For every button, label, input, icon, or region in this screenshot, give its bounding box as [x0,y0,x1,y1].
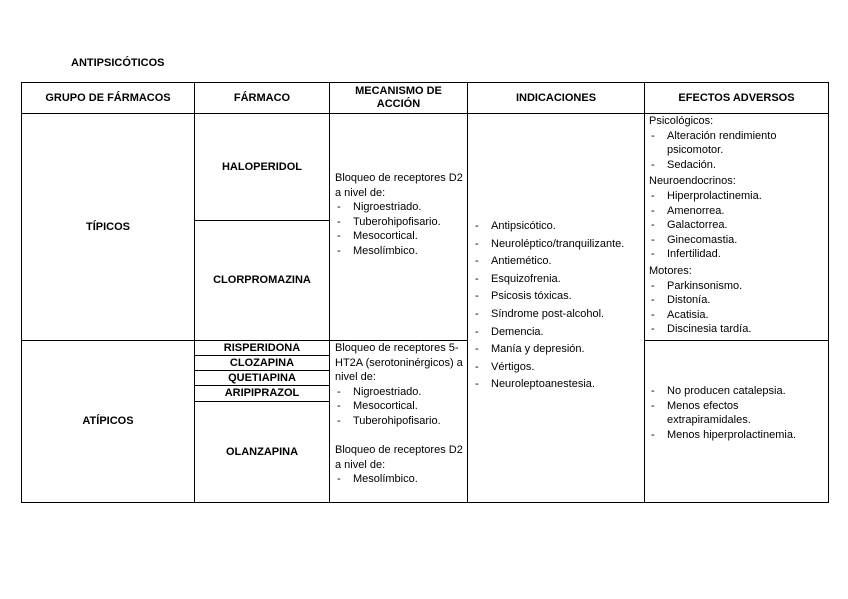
mechanism-atypical-intro-2: Bloqueo de receptores D2 a nivel de: [335,444,463,471]
adverse-atypical [644,340,829,503]
mechanism-atypical-list-1 [335,385,463,429]
mechanism-typical-intro: Bloqueo de receptores D2 a nivel de: [335,172,463,199]
mechanism-atypical-list-2 [335,472,463,487]
indications-list [473,218,642,394]
list-item: - Galactorrea. [649,218,824,233]
header-indications: INDICACIONES [467,82,645,114]
list-item: - Neuroléptico/tranquilizante. [473,236,642,254]
list-item: - Menos hiperprolactinemia. [649,428,824,443]
adverse-heading-motor: Motores: [649,264,692,277]
list-item: - Mesolímbico. [335,472,463,487]
drug-haloperidol: HALOPERIDOL [194,113,330,221]
list-item: - Vértigos. [473,359,642,377]
header-drug: FÁRMACO [194,82,330,114]
adverse-heading-psychological: Psicológicos: [649,115,714,127]
mechanism-typical-list [335,200,463,258]
list-item: - Tuberohipofisario. [335,414,463,429]
adverse-list-motor [649,279,824,337]
list-item: - Hiperprolactinemia. [649,189,824,204]
list-item: - Síndrome post-alcohol. [473,306,642,324]
list-item: - Ginecomastia. [649,233,824,248]
drug-risperidona: RISPERIDONA [194,340,330,356]
list-item: - Infertilidad. [649,247,824,262]
header-group: GRUPO DE FÁRMACOS [21,82,195,114]
list-item: - Parkinsonismo. [649,279,824,294]
drug-clorpromazina: CLORPROMAZINA [194,220,330,341]
list-item: - Manía y depresión. [473,341,642,359]
list-item: - Tuberohipofisario. [335,215,463,230]
drug-aripiprazol: ARIPIPRAZOL [194,385,330,402]
adverse-heading-neuroendocrine: Neuroendocrinos: [649,175,736,188]
list-item: - Antiemético. [473,253,642,271]
list-item: - Alteración rendimiento psicomotor. [649,129,824,158]
list-item: - Demencia. [473,324,642,342]
group-typical: TÍPICOS [21,113,195,341]
adverse-list-neuroendocrine [649,189,824,262]
document-title: ANTIPSICÓTICOS [71,57,165,69]
list-item: - Acatisia. [649,308,824,323]
mechanism-atypical-intro-1: Bloqueo de receptores 5-HT2A (serotoninérgicos) a nivel de: [335,342,463,384]
list-item: - Mesocortical. [335,229,463,244]
list-item: - Nigroestriado. [335,385,463,400]
list-item: - Discinesia tardía. [649,322,824,337]
list-item: - No producen catalepsia. [649,384,824,399]
group-atypical: ATÍPICOS [21,340,195,503]
list-item: - Amenorrea. [649,204,824,219]
header-mechanism: MECANISMO DE ACCIÓN [329,82,468,114]
mechanism-atypical [329,340,468,503]
mechanism-typical [329,113,468,341]
drug-clozapina: CLOZAPINA [194,355,330,371]
adverse-typical [644,113,829,341]
list-item: - Mesolímbico. [335,244,463,259]
adverse-atypical-list [649,384,824,442]
list-item: - Neuroleptoanestesia. [473,376,642,394]
header-adverse: EFECTOS ADVERSOS [644,82,829,114]
list-item: - Esquizofrenia. [473,271,642,289]
drug-olanzapina: OLANZAPINA [194,401,330,503]
list-item: - Nigroestriado. [335,200,463,215]
drug-quetiapina: QUETIAPINA [194,370,330,386]
list-item: - Distonía. [649,293,824,308]
list-item: - Sedación. [649,158,824,173]
list-item: - Antipsicótico. [473,218,642,236]
list-item: - Psicosis tóxicas. [473,288,642,306]
list-item: - Menos efectos extrapiramidales. [649,399,824,428]
list-item: - Mesocortical. [335,399,463,414]
indications-cell [467,113,645,503]
adverse-list-psychological [649,129,824,173]
